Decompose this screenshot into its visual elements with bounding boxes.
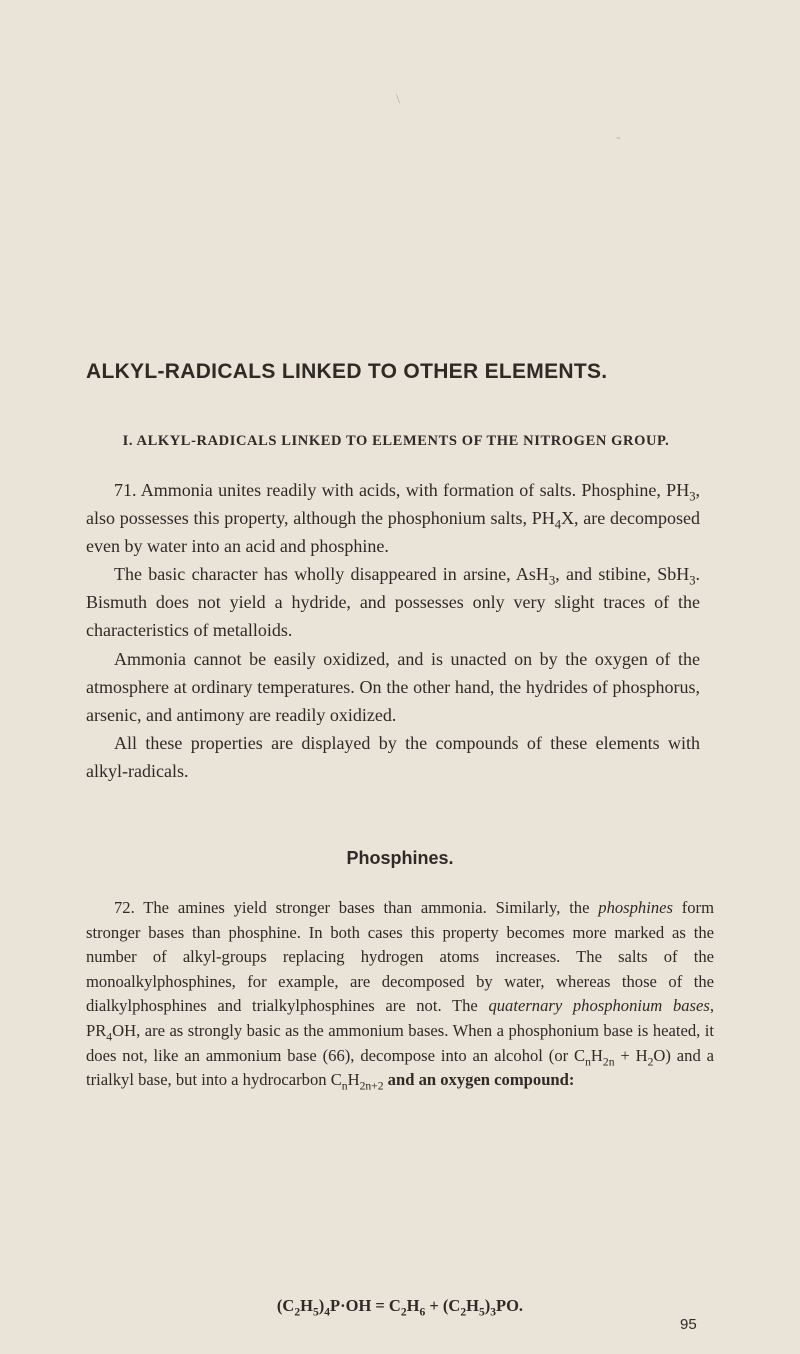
chemical-equation: $(C_2H_5)_4P\cdot OH = C_2H_6 + (C_2H_5)_3PO$. (276, 1296, 524, 1319)
paragraph: The basic character has wholly disappeared in arsine, AsH$_3$, and stibine, SbH$_3$. Bismuth does not yield a hydride, and possesses only very slight traces of the characteristics of metalloids. (86, 564, 700, 641)
section-72 (86, 896, 714, 1093)
paragraph: 72. The amines yield stronger bases than ammonia. Similarly, the phosphines form stronger bases than phosphine. In both cases this property becomes more marked as the number of alkyl-groups replacing hydrogen atoms increases. The salts of the monoalkylphosphines, for example, are decomposed by water, whereas those of the dialkylphosphines and trialkylphosphines are not. The quaternary phosphonium bases, $PR_4OH$, are as strongly basic as the ammonium bases. When a phosphonium base is heated, it does not, like an ammonium base (66), decompose into an alcohol (or $C_nH_{2n} + H_2O$) and a trialkyl base, but into a hydrocarbon $C_nH_{2n+2}$ and an oxygen compound: (86, 898, 715, 1093)
paragraph: All these properties are displayed by the compounds of these elements with alkyl-radicals. (86, 732, 700, 781)
paragraph: Ammonia cannot be easily oxidized, and is unacted on by the oxygen of the atmosphere at ordinary temperatures. On the other hand, the hydrides of phosphorus, arsenic, and antimony are readily oxidized. (86, 648, 700, 725)
section-71 (86, 476, 700, 785)
section-title-phosphines: Phosphines. (346, 848, 454, 868)
page-speck: - (616, 130, 621, 145)
paragraph: 71. Ammonia unites readily with acids, with formation of salts. Phosphine, $PH_3$, also possesses this property, although the phosphonium salts, $PH_4X$, are decomposed even by water into an acid and phosphine. (86, 480, 700, 557)
page-speck: \ (396, 92, 400, 107)
section-heading: I. ALKYL-RADICALS LINKED TO ELEMENTS OF THE NITROGEN GROUP. (122, 433, 670, 449)
chapter-heading: ALKYL-RADICALS LINKED TO OTHER ELEMENTS. (86, 360, 608, 383)
page-number: 95 (680, 1316, 697, 1333)
